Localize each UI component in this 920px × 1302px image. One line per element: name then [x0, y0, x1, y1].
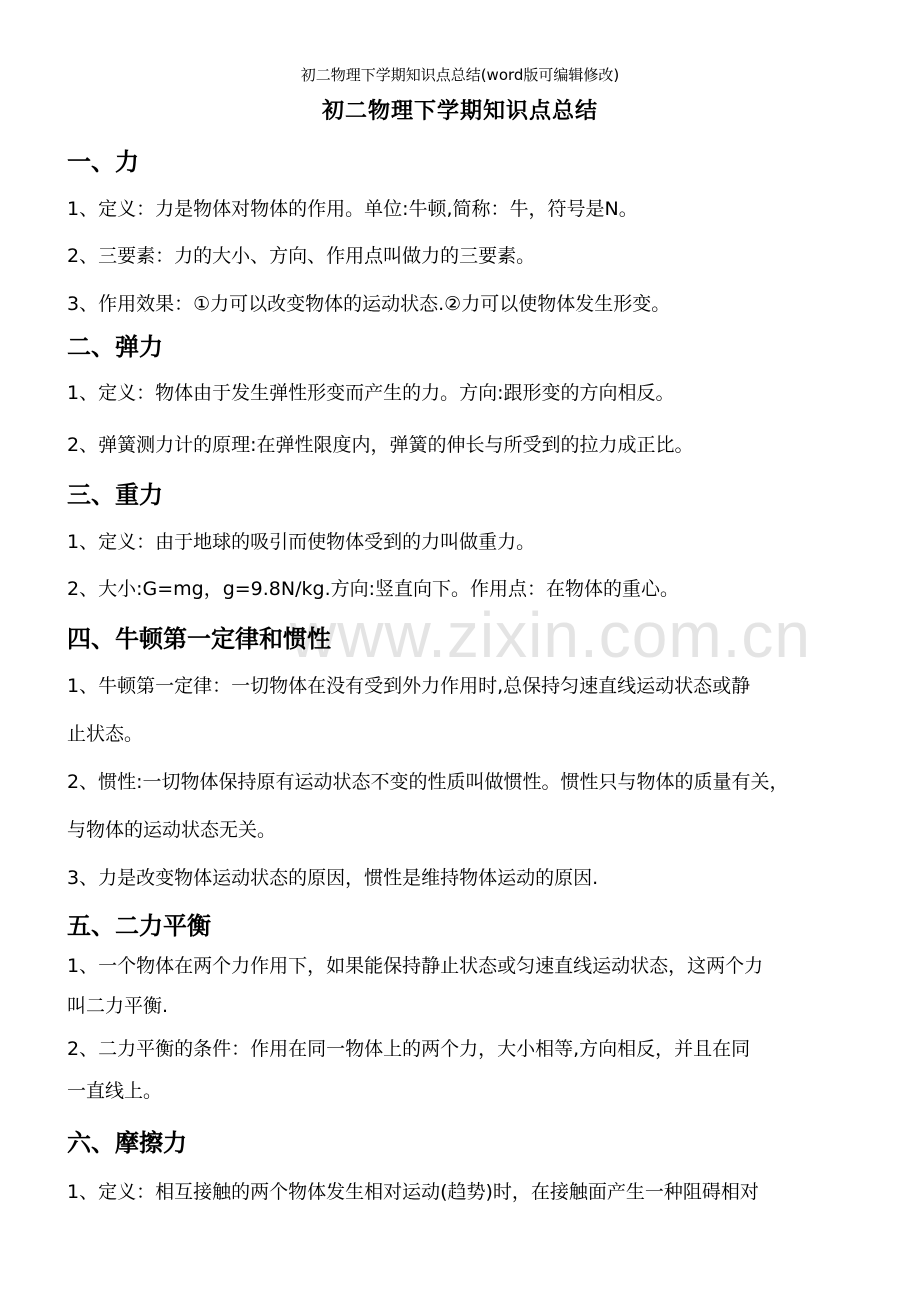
- document-header: 初二物理下学期知识点总结(word版可编辑修改): [300, 66, 620, 84]
- paragraph-line: 止状态。: [67, 723, 144, 745]
- paragraph-line: 1、牛顿第一定律：一切物体在没有受到外力作用时,总保持匀速直线运动状态或静: [67, 675, 751, 697]
- section-heading: 四、牛顿第一定律和惯性: [67, 625, 331, 653]
- paragraph-line: 3、作用效果：①力可以改变物体的运动状态.②力可以使物体发生形变。: [67, 293, 671, 315]
- paragraph-line: 2、二力平衡的条件：作用在同一物体上的两个力，大小相等,方向相反，并且在同: [67, 1038, 751, 1060]
- section-heading: 六、摩擦力: [67, 1129, 187, 1157]
- paragraph-line: 1、定义：由于地球的吸引而使物体受到的力叫做重力。: [67, 531, 536, 553]
- document-title: 初二物理下学期知识点总结: [321, 98, 598, 124]
- paragraph-line: 2、三要素：力的大小、方向、作用点叫做力的三要素。: [67, 245, 536, 267]
- paragraph-line: 叫二力平衡.: [67, 995, 169, 1017]
- paragraph-line: 与物体的运动状态无关。: [67, 819, 277, 841]
- paragraph-line: 1、定义：力是物体对物体的作用。单位:牛顿,简称：牛，符号是N。: [67, 198, 638, 220]
- paragraph-line: 一直线上。: [67, 1080, 163, 1102]
- paragraph-line: 1、一个物体在两个力作用下，如果能保持静止状态或匀速直线运动状态，这两个力: [67, 955, 764, 977]
- paragraph-line: 3、力是改变物体运动状态的原因，惯性是维持物体运动的原因.: [67, 867, 599, 889]
- section-heading: 五、二力平衡: [67, 912, 211, 940]
- watermark: www.zixin.com.cn: [290, 599, 811, 671]
- paragraph-line: 2、弹簧测力计的原理:在弹性限度内，弹簧的伸长与所受到的拉力成正比。: [67, 434, 694, 456]
- section-heading: 三、重力: [67, 481, 163, 509]
- paragraph-line: 1、定义：相互接触的两个物体发生相对运动(趋势)时，在接触面产生一种阻碍相对: [67, 1181, 759, 1203]
- paragraph-line: 2、大小:G=mg，g=9.8N/kg.方向:竖直向下。作用点：在物体的重心。: [67, 578, 680, 600]
- section-heading: 一、力: [67, 148, 139, 176]
- section-heading: 二、弹力: [67, 333, 163, 361]
- paragraph-line: 1、定义：物体由于发生弹性形变而产生的力。方向:跟形变的方向相反。: [67, 382, 675, 404]
- paragraph-line: 2、惯性:一切物体保持原有运动状态不变的性质叫做惯性。惯性只与物体的质量有关，: [67, 771, 789, 793]
